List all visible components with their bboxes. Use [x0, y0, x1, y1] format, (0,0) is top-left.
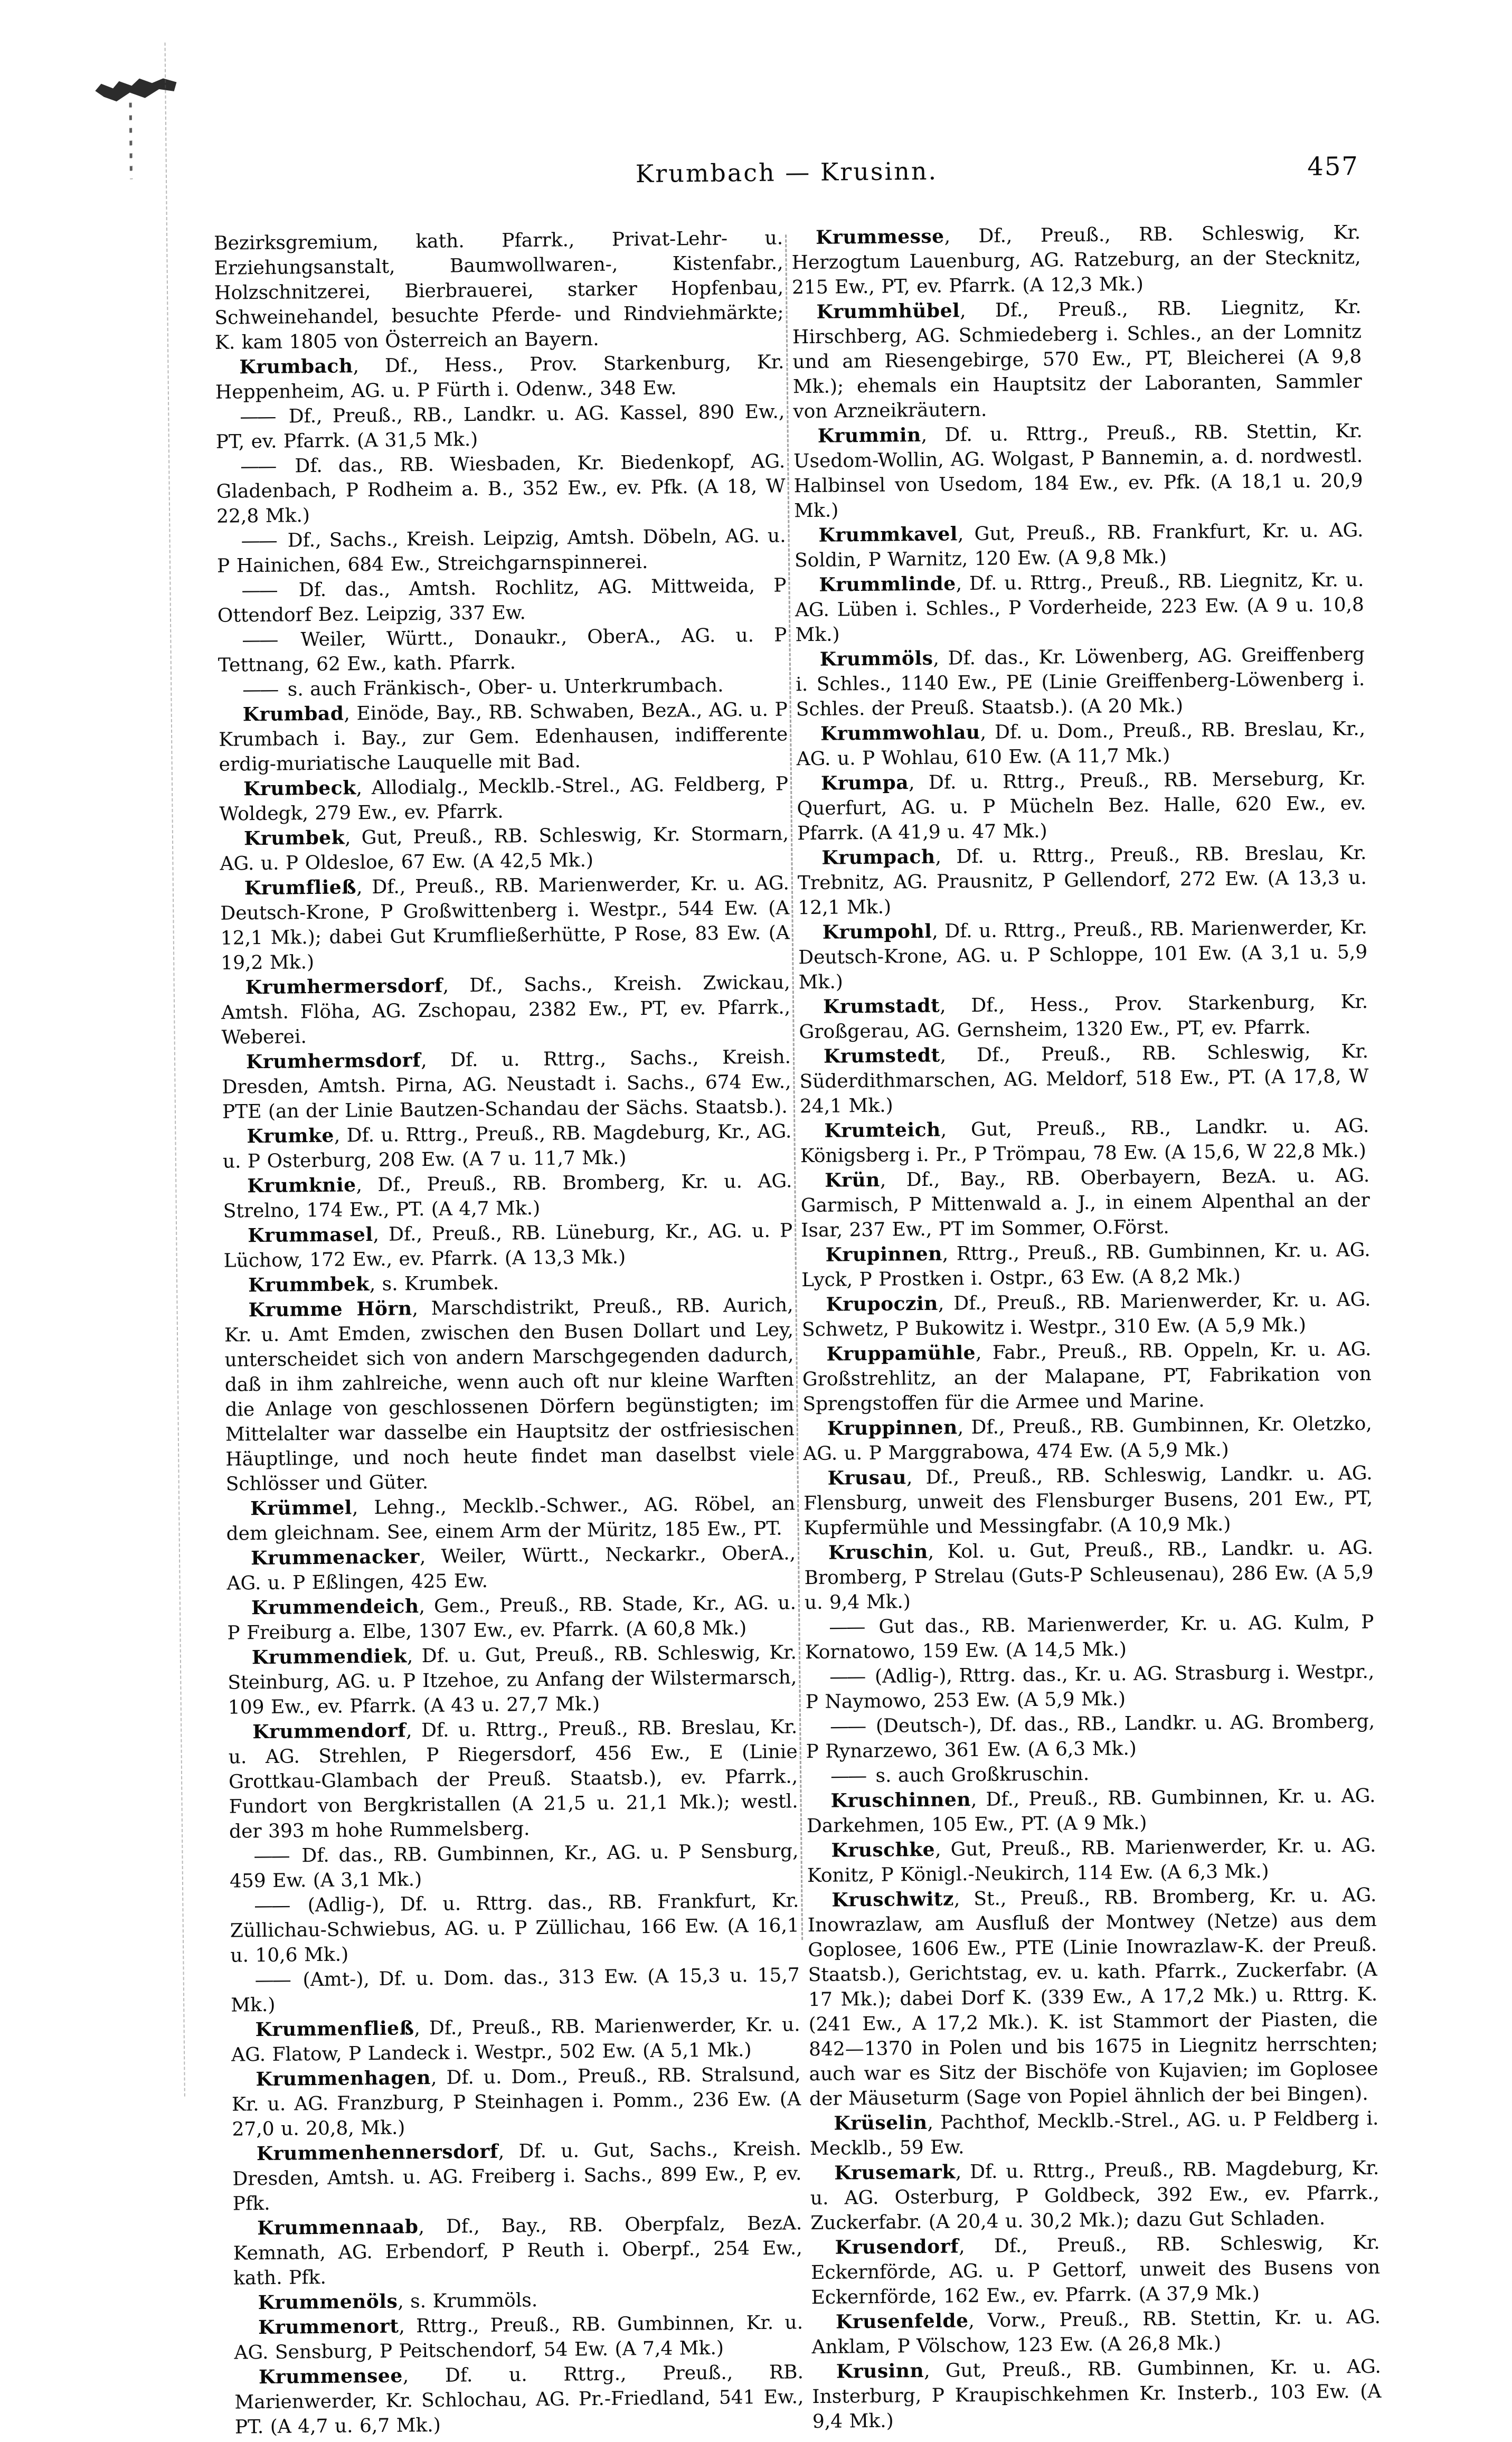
entry-headword: Krupoczin — [826, 1293, 938, 1316]
dictionary-entry: Kruschinnen, Df., Preuß., RB. Gumbinnen, Kr. u. AG. Darkehmen, 105 Ew., PT. (A 9 Mk.) — [806, 1784, 1376, 1838]
page-number: 457 — [1222, 152, 1359, 182]
dictionary-entry: Krummenöls, s. Krummöls. — [233, 2285, 802, 2315]
entry-headword: Krumpa — [821, 771, 909, 795]
entry-headword: Kruschinnen — [830, 1788, 971, 1812]
entry-headword: Krusendorf — [835, 2235, 959, 2258]
entry-headword: Krummendiek — [252, 1645, 407, 1668]
dictionary-entry: Krusemark, Df. u. Rttrg., Preuß., RB. Magdeburg, Kr. u. AG. Osterburg, P Goldbeck, 392 Ew., ev. Pfarrk., Zuckerfabr. (A 20,4 u. 30,2 Mk.); dazu Gut Schladen. — [810, 2156, 1379, 2236]
dictionary-entry: —— Df., Preuß., RB., Landkr. u. AG. Kassel, 890 Ew., PT, ev. Pfarrk. (A 31,5 Mk.) — [215, 399, 785, 454]
dictionary-entry: —— Df. das., Amtsh. Rochlitz, AG. Mittweida, P Ottendorf Bez. Leipzig, 337 Ew. — [217, 573, 787, 628]
running-header: Krumbach — Krusinn. — [213, 153, 1360, 192]
dictionary-entry: Krumstedt, Df., Preuß., RB. Schleswig, Kr. Süderdithmarschen, AG. Meldorf, 518 Ew., PT. (A 17,8, W 24,1 Mk.) — [799, 1039, 1369, 1119]
dictionary-entry: —— (Deutsch-), Df. das., RB., Landkr. u. AG. Bromberg, P Rynarzewo, 361 Ew. (A 6,3 Mk.) — [806, 1709, 1375, 1764]
dictionary-entry: Krusenfelde, Vorw., Preuß., RB. Stettin, Kr. u. AG. Anklam, P Völschow, 123 Ew. (A 26,8 Mk.) — [811, 2305, 1381, 2360]
dictionary-entry: Krusinn, Gut, Preuß., RB. Gumbinnen, Kr. u. AG. Insterburg, P Kraupischkehmen Kr. Insterb., 103 Ew. (A 9,4 Mk.) — [812, 2354, 1382, 2434]
entry-headword: Krumbeck — [243, 777, 356, 800]
dictionary-entry: Bezirksgremium, kath. Pfarrk., Privat-Lehr- u. Erziehungsanstalt, Baumwollwaren-, Kistenfabr., Holzschnitzerei, Bierbrauerei, starker Hopfenbau, Schweinehandel, besuchte Pferde- und Rindviehmärkte; K. kam 1805 von Österreich an Bayern. — [214, 225, 784, 355]
repeat-dash: —— — [830, 1715, 876, 1738]
entry-headword: Krummenöls — [258, 2290, 398, 2314]
repeat-dash: —— — [240, 455, 295, 477]
entry-headword: Kruschin — [828, 1541, 928, 1564]
dictionary-entry: Krupoczin, Df., Preuß., RB. Marienwerder, Kr. u. AG. Schwetz, P Bukowitz i. Westpr., 310 Ew. (A 5,9 Mk.) — [801, 1287, 1371, 1342]
entry-headword: Krümmel — [250, 1496, 352, 1520]
repeat-dash: —— — [241, 579, 299, 601]
dictionary-entry: —— Weiler, Württ., Donaukr., OberA., AG. u. P Tettnang, 62 Ew., kath. Pfarrk. — [218, 623, 787, 677]
dictionary-entry: Krumpohl, Df. u. Rttrg., Preuß., RB. Marienwerder, Kr. Deutsch-Krone, AG. u. P Schloppe, 101 Ew. (A 3,1 u. 5,9 Mk.) — [798, 915, 1368, 995]
dictionary-entry: Krusau, Df., Preuß., RB. Schleswig, Landkr. u. AG. Flensburg, unweit des Flensburger Busens, 201 Ew., PT, Kupfermühle und Messingfabr. (A 10,9 Mk.) — [803, 1461, 1373, 1541]
dictionary-entry: —— Df., Sachs., Kreish. Leipzig, Amtsh. Döbeln, AG. u. P Hainichen, 684 Ew., Streichgarnspinnerei. — [216, 523, 786, 578]
entry-headword: Krusenfelde — [836, 2309, 969, 2333]
repeat-dash: —— — [255, 1969, 303, 1991]
dictionary-entry: Krumbad, Einöde, Bay., RB. Schwaben, BezA., AG. u. P Krumbach i. Bay., zur Gem. Edenhausen, indifferente erdig-muriatische Lauquelle mit Bad. — [219, 697, 788, 777]
entry-headword: Krumhermsdorf — [246, 1049, 421, 1073]
entry-headword: Krumstedt — [824, 1044, 940, 1068]
entry-headword: Krusinn — [836, 2360, 924, 2383]
dictionary-entry: —— (Adlig-), Rttrg. das., Kr. u. AG. Strasburg i. Westpr., P Naymowo, 253 Ew. (A 5,9 Mk.) — [805, 1660, 1375, 1714]
dictionary-entry: Krummensee, Df. u. Rttrg., Preuß., RB. Marienwerder, Kr. Schlochau, AG. Pr.-Friedland, 541 Ew., PT. (A 4,7 u. 6,7 Mk.) — [234, 2360, 804, 2439]
repeat-dash: —— — [242, 629, 301, 651]
dictionary-entry: Krummenfließ, Df., Preuß., RB. Marienwerder, Kr. u. AG. Flatow, P Landeck i. Westpr., 502 Ew. (A 5,1 Mk.) — [231, 2012, 800, 2067]
dictionary-entry: Krusendorf, Df., Preuß., RB. Schleswig, Kr. Eckernförde, AG. u. P Gettorf, unweit des Busens von Eckernförde, 162 Ew., ev. Pfarrk. (A 37,9 Mk.) — [810, 2230, 1380, 2310]
dictionary-entry: Krummbek, s. Krumbek. — [224, 1268, 793, 1298]
dictionary-entry: Krummendeich, Gem., Preuß., RB. Stade, Kr., AG. u. P Freiburg a. Elbe, 1307 Ew., ev. Pfarrk. (A 60,8 Mk.) — [227, 1590, 797, 1645]
entry-headword: Krummenort — [258, 2315, 399, 2339]
dictionary-entry: —— s. auch Großkruschin. — [806, 1759, 1375, 1789]
entry-headword: Krummbek — [248, 1273, 370, 1296]
entry-headword: Krupinnen — [825, 1243, 942, 1266]
dictionary-entry: Krumstadt, Df., Hess., Prov. Starkenburg, Kr. Großgerau, AG. Gernsheim, 1320 Ew., PT, ev. Pfarrk. — [799, 989, 1368, 1044]
entry-headword: Krummesse — [816, 225, 944, 248]
dictionary-entry: Kruppamühle, Fabr., Preuß., RB. Oppeln, Kr. u. AG. Großstrehlitz, an der Malapane, PT, Fabrikation von Sprengstoffen für die Armee und Marine. — [802, 1337, 1372, 1417]
text-columns — [214, 220, 1382, 2440]
entry-headword: Krumknie — [247, 1174, 356, 1197]
dictionary-entry: Krumme Hörn, Marschdistrikt, Preuß., RB. Aurich, Kr. u. Amt Emden, zwischen den Busen Dollart und Ley, unterscheidet sich von andern Marschgegenden dadurch, daß in ihm zahlreiche, wenn auch oft nur kleine Warften die Anlage von geschlossenen Dörfern begünstigten; im Mittelalter war dasselbe ein Hauptsitz der ostfriesischen Häuptlinge, und noch heute findet man daselbst viele Schlösser und Güter. — [224, 1293, 795, 1496]
dictionary-entry: Krumpa, Df. u. Rttrg., Preuß., RB. Merseburg, Kr. Querfurt, AG. u. P Mücheln Bez. Halle, 620 Ew., ev. Pfarrk. (A 41,9 u. 47 Mk.) — [797, 766, 1366, 846]
repeat-dash: —— — [829, 1616, 879, 1638]
dictionary-entry: Krummenort, Rttrg., Preuß., RB. Gumbinnen, Kr. u. AG. Sensburg, P Peitschendorf, 54 Ew. (A 7,4 Mk.) — [234, 2310, 804, 2365]
entry-headword: Krün — [825, 1169, 880, 1192]
entry-headword: Krumbek — [244, 826, 345, 850]
dictionary-entry: Krumpach, Df. u. Rttrg., Preuß., RB. Breslau, Kr. Trebnitz, AG. Prausnitz, P Gellendorf, 272 Ew. (A 13,3 u. 12,1 Mk.) — [797, 841, 1367, 920]
repeat-dash: —— — [242, 678, 288, 701]
dictionary-entry: Krumbach, Df., Hess., Prov. Starkenburg, Kr. Heppenheim, AG. u. P Fürth i. Odenw., 348 Ew. — [215, 350, 785, 404]
dictionary-entry: Krumke, Df. u. Rttrg., Preuß., RB. Magdeburg, Kr., AG. u. P Osterburg, 208 Ew. (A 7 u. 11,7 Mk.) — [222, 1119, 792, 1174]
dictionary-entry: Krummlinde, Df. u. Rttrg., Preuß., RB. Liegnitz, Kr. u. AG. Lüben i. Schles., P Vorderheide, 223 Ew. (A 9 u. 10,8 Mk.) — [795, 568, 1364, 647]
repeat-dash: —— — [241, 530, 288, 552]
dictionary-entry: Krumteich, Gut, Preuß., RB., Landkr. u. AG. Königsberg i. Pr., P Trömpau, 78 Ew. (A 15,6, W 22,8 Mk.) — [800, 1114, 1369, 1168]
dictionary-entry: Kruschin, Kol. u. Gut, Preuß., RB., Landkr. u. AG. Bromberg, P Strelau (Guts-P Schleusenau), 286 Ew. (A 5,9 u. 9,4 Mk.) — [804, 1535, 1374, 1615]
dictionary-entry: Krüselin, Pachthof, Mecklb.-Strel., AG. u. P Feldberg i. Mecklb., 59 Ew. — [809, 2106, 1379, 2161]
entry-headword: Krumke — [247, 1125, 334, 1148]
dictionary-entry: Krummendorf, Df. u. Rttrg., Preuß., RB. Breslau, Kr. u. AG. Strehlen, P Riegersdorf, 456 Ew., E (Linie Grottkau-Glambach der Preuß. Staatsb.), ev. Pfarrk., Fundort von Bergkristallen (A 21,5 u. 21,1 Mk.); westl. der 393 m hohe Rummelsberg. — [228, 1714, 798, 1844]
dictionary-entry: Krummenhennersdorf, Df. u. Gut, Sachs., Kreish. Dresden, Amtsh. u. AG. Freiberg i. Sachs., 899 Ew., P, ev. Pfk. — [232, 2136, 802, 2216]
dictionary-entry: Krumfließ, Df., Preuß., RB. Marienwerder, Kr. u. AG. Deutsch-Krone, P Großwittenberg i. Westpr., 544 Ew. (A 12,1 Mk.); dabei Gut Krumfließerhütte, P Rose, 83 Ew. (A 19,2 Mk.) — [220, 871, 790, 975]
left-margin-rule — [165, 43, 185, 2097]
entry-headword: Krummwohlau — [820, 721, 980, 745]
right-column — [791, 220, 1382, 2434]
dictionary-entry: Krummasel, Df., Preuß., RB. Lüneburg, Kr., AG. u. P Lüchow, 172 Ew., ev. Pfarrk. (A 13,3 Mk.) — [223, 1218, 793, 1273]
entry-headword: Krummenfließ — [255, 2017, 414, 2041]
dictionary-entry: Krummkavel, Gut, Preuß., RB. Frankfurt, Kr. u. AG. Soldin, P Warnitz, 120 Ew. (A 9,8 Mk.) — [794, 518, 1364, 573]
dictionary-entry: Krummwohlau, Df. u. Dom., Preuß., RB. Breslau, Kr., AG. u. P Wohlau, 610 Ew. (A 11,7 Mk.) — [796, 716, 1366, 771]
repeat-dash: —— — [240, 406, 289, 428]
entry-headword: Krumpach — [821, 846, 935, 869]
entry-headword: Kruppinnen — [827, 1416, 958, 1439]
dictionary-entry: Krummennaab, Df., Bay., RB. Oberpfalz, BezA. Kemnath, AG. Erbendorf, P Reuth i. Oberpf., 254 Ew., kath. Pfk. — [233, 2211, 802, 2290]
entry-headword: Krummendeich — [251, 1595, 419, 1619]
entry-headword: Kruschwitz — [831, 1888, 954, 1911]
entry-headword: Krumfließ — [244, 876, 357, 899]
dictionary-entry: Krün, Df., Bay., RB. Oberbayern, BezA. u. AG. Garmisch, P Mittenwald a. J., in einem Alpenthal an der Isar, 237 Ew., PT im Sommer, O.Först. — [800, 1163, 1370, 1243]
entry-headword: Krummenhennersdorf — [257, 2141, 498, 2165]
dictionary-entry: —— (Adlig-), Df. u. Rttrg. das., RB. Frankfurt, Kr. Züllichau-Schwiebus, AG. u. P Züllichau, 166 Ew. (A 16,1 u. 10,6 Mk.) — [230, 1888, 799, 1968]
dictionary-entry: Krumbek, Gut, Preuß., RB. Schleswig, Kr. Stormarn, AG. u. P Oldesloe, 67 Ew. (A 42,5 Mk.) — [220, 821, 789, 876]
entry-headword: Krusemark — [834, 2161, 956, 2184]
dictionary-entry: —— Gut das., RB. Marienwerder, Kr. u. AG. Kulm, P Kornatowo, 159 Ew. (A 14,5 Mk.) — [805, 1610, 1374, 1665]
dictionary-entry: Krumbeck, Allodialg., Mecklb.-Strel., AG. Feldberg, P Woldegk, 279 Ew., ev. Pfarrk. — [219, 771, 789, 826]
entry-headword: Krüselin — [834, 2111, 928, 2135]
repeat-dash: —— — [253, 1845, 301, 1867]
dictionary-entry: Krummin, Df. u. Rttrg., Preuß., RB. Stettin, Kr. Usedom-Wollin, AG. Wolgast, P Bannemin, a. d. nordwestl. Halbinsel von Usedom, 184 Ew., ev. Pfk. (A 18,1 u. 20,9 Mk.) — [793, 419, 1364, 523]
dictionary-entry: Kruschke, Gut, Preuß., RB. Marienwerder, Kr. u. AG. Konitz, P Königl.-Neukirch, 114 Ew. (A 6,3 Mk.) — [807, 1833, 1376, 1888]
entry-headword: Krummhübel — [816, 299, 960, 323]
entry-headword: Krummensee — [259, 2365, 403, 2389]
dictionary-entry: Kruppinnen, Df., Preuß., RB. Gumbinnen, Kr. Oletzko, AG. u. P Marggrabowa, 474 Ew. (A 5,9 Mk.) — [803, 1411, 1373, 1466]
entry-headword: Krumteich — [824, 1119, 941, 1142]
entry-headword: Krusau — [827, 1466, 906, 1489]
dictionary-entry: Kruschwitz, St., Preuß., RB. Bromberg, Kr. u. AG. Inowrazlaw, am Ausfluß der Montwey (Netze) aus dem Goplosee, 1606 Ew., PTE (Linie Inowrazlaw-K. der Preuß. Staatsb.), Gerichtstag, ev. u. kath. Pfarrk., Zuckerfabr. (A 17 Mk.); dabei Dorf K. (339 Ew., A 17,2 Mk.) u. Rttrg. K. (241 Ew., A 17,2 Mk.). K. ist Stammort der Piasten, die 842—1370 in Polen und bis 1675 in Liegnitz herrschten; auch war es Sitz der Bischöfe von Kujavien; im Goplosee der Mäuseturm (Sage von Popiel ähnlich der bei Bingen). — [807, 1883, 1378, 2111]
entry-headword: Krumstadt — [823, 995, 940, 1018]
entry-headword: Krumme Hörn — [248, 1297, 412, 1321]
entry-headword: Krumbach — [239, 355, 353, 378]
entry-headword: Krummkavel — [818, 523, 958, 546]
dictionary-entry: Krummesse, Df., Preuß., RB. Schleswig, Kr. Herzogtum Lauenburg, AG. Ratzeburg, an der Stecknitz, 215 Ew., PT, ev. Pfarrk. (A 12,3 Mk.) — [791, 220, 1361, 300]
entry-headword: Kruppamühle — [826, 1342, 976, 1365]
entry-headword: Krummenhagen — [256, 2067, 431, 2090]
dictionary-entry: Krummenhagen, Df. u. Dom., Preuß., RB. Stralsund, Kr. u. AG. Franzburg, P Steinhagen i. Pomm., 236 Ew. (A 27,0 u. 20,8, Mk.) — [231, 2062, 801, 2142]
dictionary-entry: Krümmel, Lehng., Mecklb.-Schwer., AG. Röbel, an dem gleichnam. See, einem Arm der Müritz, 185 Ew., PT. — [226, 1491, 796, 1546]
dictionary-entry: Krumhermsdorf, Df. u. Rttrg., Sachs., Kreish. Dresden, Amtsh. Pirna, AG. Neustadt i. Sachs., 674 Ew., PTE (an der Linie Bautzen-Schandau der Sächs. Staatsb.). — [222, 1044, 791, 1124]
dictionary-entry: Krummendiek, Df. u. Gut, Preuß., RB. Schleswig, Kr. Steinburg, AG. u. P Itzehoe, zu Anfang der Wilstermarsch, 109 Ew., ev. Pfarrk. (A 43 u. 27,7 Mk.) — [228, 1640, 797, 1720]
entry-headword: Krummendorf — [252, 1719, 406, 1743]
left-column — [214, 225, 804, 2439]
entry-headword: Krummöls — [820, 647, 933, 671]
entry-headword: Krumhermersdorf — [245, 975, 443, 999]
entry-headword: Krumbad — [243, 702, 344, 725]
dictionary-entry: Krummhübel, Df., Preuß., RB. Liegnitz, Kr. Hirschberg, AG. Schmiedeberg i. Schles., an der Lomnitz und am Riesengebirge, 570 Ew., PT, Bleicherei (A 9,8 Mk.); ehemals ein Hauptsitz der Laboranten, Sammler von Arzneikräutern. — [792, 295, 1362, 424]
ink-smudge-trail — [129, 102, 133, 179]
entry-headword: Krummennaab — [257, 2215, 419, 2239]
dictionary-entry: —— (Amt-), Df. u. Dom. das., 313 Ew. (A 15,3 u. 15,7 Mk.) — [231, 1963, 800, 2017]
dictionary-entry: —— Df. das., RB. Gumbinnen, Kr., AG. u. P Sensburg, 459 Ew. (A 3,1 Mk.) — [229, 1838, 799, 1893]
dictionary-entry: —— s. auch Fränkisch-, Ober- u. Unterkrumbach. — [218, 672, 787, 702]
dictionary-entry: —— Df. das., RB. Wiesbaden, Kr. Biedenkopf, AG. Gladenbach, P Rodheim a. B., 352 Ew., ev. Pfk. (A 18, W 22,8 Mk.) — [216, 449, 786, 529]
entry-headword: Krumpohl — [823, 920, 932, 944]
dictionary-entry: Krummöls, Df. das., Kr. Löwenberg, AG. Greiffenberg i. Schles., 1140 Ew., PE (Linie Greiffenberg-Löwenberg i. Schles. der Preuß. Staatsb.). (A 20 Mk.) — [796, 642, 1365, 722]
dictionary-entry: Krumhermersdorf, Df., Sachs., Kreish. Zwickau, Amtsh. Flöha, AG. Zschopau, 2382 Ew., PT, ev. Pfarrk., Weberei. — [221, 970, 790, 1050]
dictionary-entry: Krummenacker, Weiler, Württ., Neckarkr., OberA., AG. u. P Eßlingen, 425 Ew. — [226, 1541, 796, 1596]
entry-headword: Krummenacker — [251, 1545, 420, 1569]
entry-headword: Krummlinde — [819, 572, 956, 596]
dictionary-entry: Krumknie, Df., Preuß., RB. Bromberg, Kr. u. AG. Strelno, 174 Ew., PT. (A 4,7 Mk.) — [223, 1168, 792, 1223]
entry-headword: Kruschke — [831, 1838, 935, 1862]
repeat-dash: —— — [829, 1666, 875, 1688]
entry-headword: Krummin — [818, 424, 921, 447]
entry-headword: Krummasel — [248, 1223, 373, 1247]
dictionary-entry: Krupinnen, Rttrg., Preuß., RB. Gumbinnen, Kr. u. AG. Lyck, P Prostken i. Ostpr., 63 Ew. (A 8,2 Mk.) — [801, 1238, 1371, 1293]
repeat-dash: —— — [830, 1765, 876, 1787]
repeat-dash: —— — [254, 1894, 308, 1917]
